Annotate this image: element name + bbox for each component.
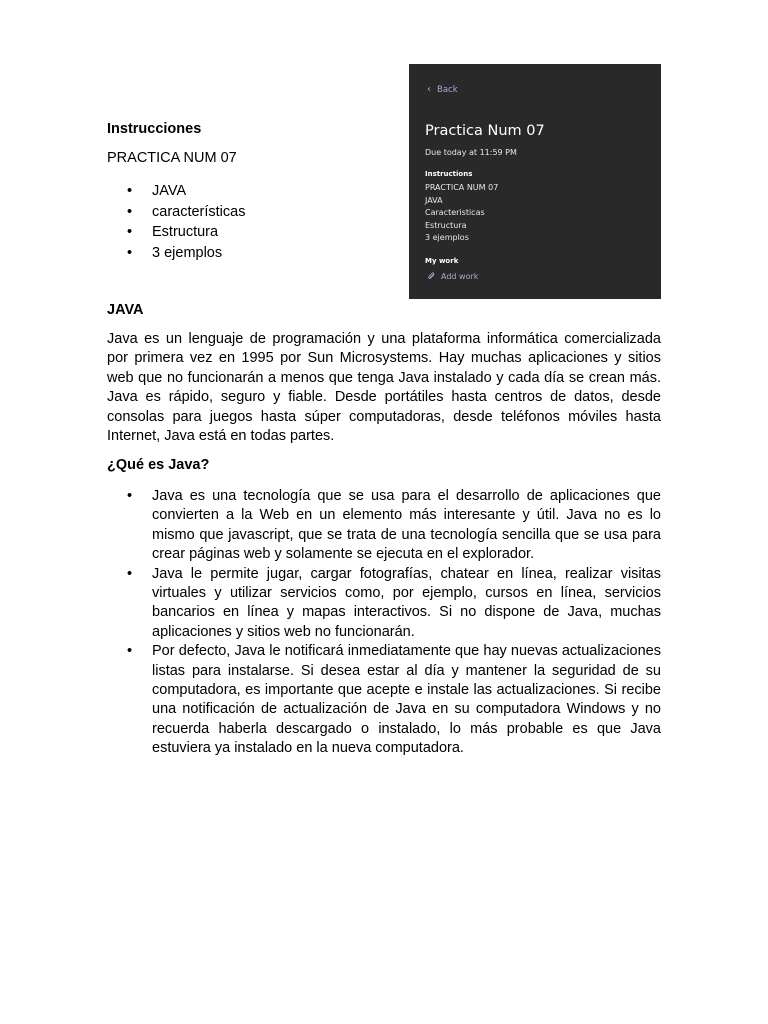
bullet-list [107, 487, 661, 759]
list-item: • Estructura [107, 222, 245, 243]
question-title: ¿Qué es Java? [107, 457, 210, 473]
intro-paragraph: Java es un lenguaje de programación y una plataforma informática comercializada por primera vez en 1995 por Sun Microsystems. Hay muchas aplicaciones y sitios web que no funcionarán a menos que tenga Java instalado y cada día se crean más. Java es rápido, seguro y fiable. Desde portátiles hasta centros de datos, desde consolas para juegos hasta súper computadoras, desde teléfonos móviles hasta Internet, Java está en todas partes. [107, 331, 661, 445]
instructions-label: Instructions [425, 170, 473, 178]
back-label: Back [437, 84, 458, 95]
list-item: • características [107, 202, 245, 223]
instructions-list [107, 181, 245, 263]
instructions-subtitle: PRACTICA NUM 07 [107, 150, 237, 166]
instruction-line: Caracteristicas [425, 208, 485, 218]
due-date: Due today at 11:59 PM [425, 148, 517, 157]
instruction-line: JAVA [425, 195, 443, 205]
paperclip-icon [427, 272, 436, 281]
list-item: • 3 ejemplos [107, 243, 245, 264]
instruction-line: Estructura [425, 220, 467, 230]
back-button[interactable] [427, 84, 458, 95]
section-title: JAVA [107, 302, 144, 318]
instructions-heading: Instrucciones [107, 121, 202, 137]
list-item: • Por defecto, Java le notificará inmediatamente que hay nuevas actualizaciones listas para instalarse. Si desea estar al día y mantener la seguridad de su computadora, es importante que acepte e instale las actualizaciones. Si recibe una notificación de actualización de Java en su computadora Windows y no recuerda haberla descargado o instalado, lo más probable es que Java estuviera ya instalado en la nueva computadora. [107, 642, 661, 758]
list-item: • JAVA [107, 181, 245, 202]
instruction-line: 3 ejemplos [425, 233, 469, 243]
list-item: • Java le permite jugar, cargar fotografías, chatear en línea, realizar visitas virtuales y utilizar servicios como, por ejemplo, cursos en línea, servicios bancarios en línea y mapas interactivos. Si no dispone de Java, muchas aplicaciones y sitios web no funcionarán. [107, 565, 661, 643]
instruction-line: PRACTICA NUM 07 [425, 183, 499, 192]
assignment-title: Practica Num 07 [425, 123, 545, 139]
list-item: • Java es una tecnología que se usa para el desarrollo de aplicaciones que convierten a la Web en un elemento más interesante y útil. Java no es lo mismo que javascript, que se trata de una tecnología sencilla que se usa para crear páginas web y solamente se ejecuta en el explorador. [107, 487, 661, 565]
add-work-button[interactable] [427, 272, 478, 281]
my-work-label: My work [425, 257, 459, 265]
assignment-screenshot [409, 64, 661, 299]
add-work-label: Add work [441, 272, 479, 281]
instruction-lines [425, 182, 498, 245]
chevron-left-icon: ‹ [427, 84, 431, 95]
